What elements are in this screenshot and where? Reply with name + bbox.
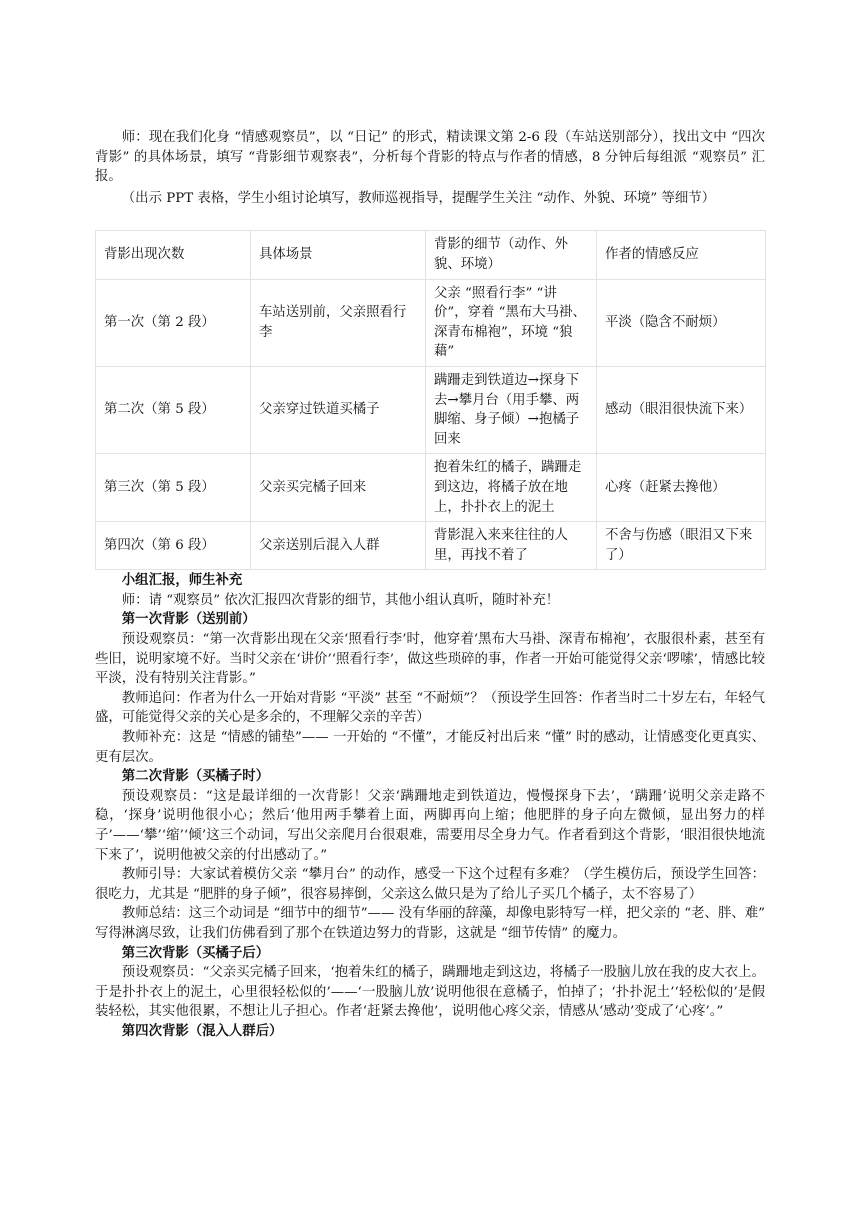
body-paragraph: 教师补充：这是 “情感的铺垫”—— 一开始的 “不懂”，才能反衬出后来 “懂” 时的感动，让情感变化更真实、更有层次。 xyxy=(95,730,765,765)
body-paragraph: 预设观察员：“父亲买完橘子回来，‘抱着朱红的橘子，蹒跚地走到这边，将橘子一股脑儿放在我的皮大衣上。于是扑扑衣上的泥土，心里很轻松似的’——‘一股脑儿放’说明他很在意橘子，怕掉了；‘扑扑泥土’‘轻松似的’是假装轻松，其实他很累，不想让儿子担心。作者‘赶紧去搀他’，说明他心疼父亲，情感从‘感动’变成了‘心疼’。” xyxy=(95,965,765,1020)
table-cell: 父亲 “照看行李” “讲价”，穿着 “黑布大马褂、深青布棉袍”，环境 “狼藉” xyxy=(426,279,597,366)
table-cell: 第四次（第 6 段） xyxy=(96,522,251,570)
body-paragraph: 教师追问：作者为什么一开始对背影 “平淡” 甚至 “不耐烦”？（预设学生回答：作者当时二十岁左右，年轻气盛，可能觉得父亲的关心是多余的，不理解父亲的辛苦） xyxy=(95,690,765,726)
table-cell: 第二次（第 5 段） xyxy=(96,366,251,453)
table-row xyxy=(96,366,766,453)
table-cell: 背影混入来来往往的人里，再找不着了 xyxy=(426,522,597,570)
intro-paragraph-1: 师：现在我们化身 “情感观察员”，以 “日记” 的形式，精读课文第 2-6 段（车站送别部分），找出文中 “四次背影” 的具体场景，填写 “背影细节观察表”，分析每个背影的特点与作者的情感，8 分钟后每组派 “观察员” 汇报。 xyxy=(95,130,765,185)
table-cell: 父亲买完橘子回来 xyxy=(251,454,426,522)
table-cell: 不舍与伤感（眼泪又下来了） xyxy=(597,522,766,570)
table-row xyxy=(96,522,766,570)
table-cell: 车站送别前，父亲照看行李 xyxy=(251,279,426,366)
body-paragraph: 预设观察员：“第一次背影出现在父亲‘照看行李’时，他穿着‘黑布大马褂、深青布棉袍’，衣服很朴素，甚至有些旧，说明家境不好。当时父亲在‘讲价’‘照看行李’，做这些琐碎的事，作者一开始可能觉得父亲‘啰嗦’，情感比较平淡，没有特别关注背影。” xyxy=(95,632,765,687)
table-header-cell: 背影的细节（动作、外貌、环境） xyxy=(426,231,597,279)
table-header-cell: 作者的情感反应 xyxy=(597,231,766,279)
document-page xyxy=(95,128,765,1042)
body-paragraph: 预设观察员：“这是最详细的一次背影！父亲‘蹒跚地走到铁道边，慢慢探身下去’，‘蹒跚’说明父亲走路不稳，‘探身’说明他很小心；然后‘他用两手攀着上面，两脚再向上缩；他肥胖的身子向左微倾，显出努力的样子’——‘攀’‘缩’‘倾’这三个动词，写出父亲爬月台很艰难，需要用尽全身力气。作者看到这个背影，‘眼泪很快地流下来了’，说明他被父亲的付出感动了。” xyxy=(95,788,765,863)
table-header-cell: 背影出现次数 xyxy=(96,231,251,279)
table-header-cell: 具体场景 xyxy=(251,231,426,279)
table-cell: 父亲送别后混入人群 xyxy=(251,522,426,570)
table-cell: 心疼（赶紧去搀他） xyxy=(597,454,766,522)
table-row xyxy=(96,454,766,522)
table-cell: 平淡（隐含不耐烦） xyxy=(597,279,766,366)
body-paragraph: 教师引导：大家试着模仿父亲 “攀月台” 的动作，感受一下这个过程有多难？（学生模仿后，预设学生回答：很吃力，尤其是 “肥胖的身子倾”，很容易摔倒，父亲这么做只是为了给儿子买几个橘子，太不容易了） xyxy=(95,867,765,902)
back-detail-observation-table xyxy=(95,230,766,570)
body-paragraph: 教师总结：这三个动词是 “细节中的细节”—— 没有华丽的辞藻，却像电影特写一样，把父亲的 “老、胖、难” 写得淋漓尽致，让我们仿佛看到了那个在铁道边努力的背影，这就是 “细节传情” 的魔力。 xyxy=(95,906,765,941)
table-row xyxy=(96,279,766,366)
table-cell: 感动（眼泪很快流下来） xyxy=(597,366,766,453)
section-heading: 小组汇报，师生补充 xyxy=(121,572,243,589)
table-cell: 第一次（第 2 段） xyxy=(96,279,251,366)
table-cell: 抱着朱红的橘子，蹒跚走到这边，将橘子放在地上，扑扑衣上的泥土 xyxy=(426,454,597,522)
section-heading: 第二次背影（买橘子时） xyxy=(121,768,270,785)
body-paragraph: 师：请 “观察员” 依次汇报四次背影的细节，其他小组认真听，随时补充！ xyxy=(121,592,560,608)
table-cell: 第三次（第 5 段） xyxy=(96,454,251,522)
section-heading: 第一次背影（送别前） xyxy=(121,611,256,628)
intro-paragraph-2: （出示 PPT 表格，学生小组讨论填写，教师巡视指导，提醒学生关注 “动作、外貌、环境” 等细节） xyxy=(121,190,716,206)
section-heading: 第四次背影（混入人群后） xyxy=(121,1022,283,1039)
section-heading: 第三次背影（买橘子后） xyxy=(121,944,270,961)
table-cell: 蹒跚走到铁道边→探身下去→攀月台（用手攀、两脚缩、身子倾）→抱橘子回来 xyxy=(426,366,597,453)
table-cell: 父亲穿过铁道买橘子 xyxy=(251,366,426,453)
table-header-row xyxy=(96,231,766,279)
